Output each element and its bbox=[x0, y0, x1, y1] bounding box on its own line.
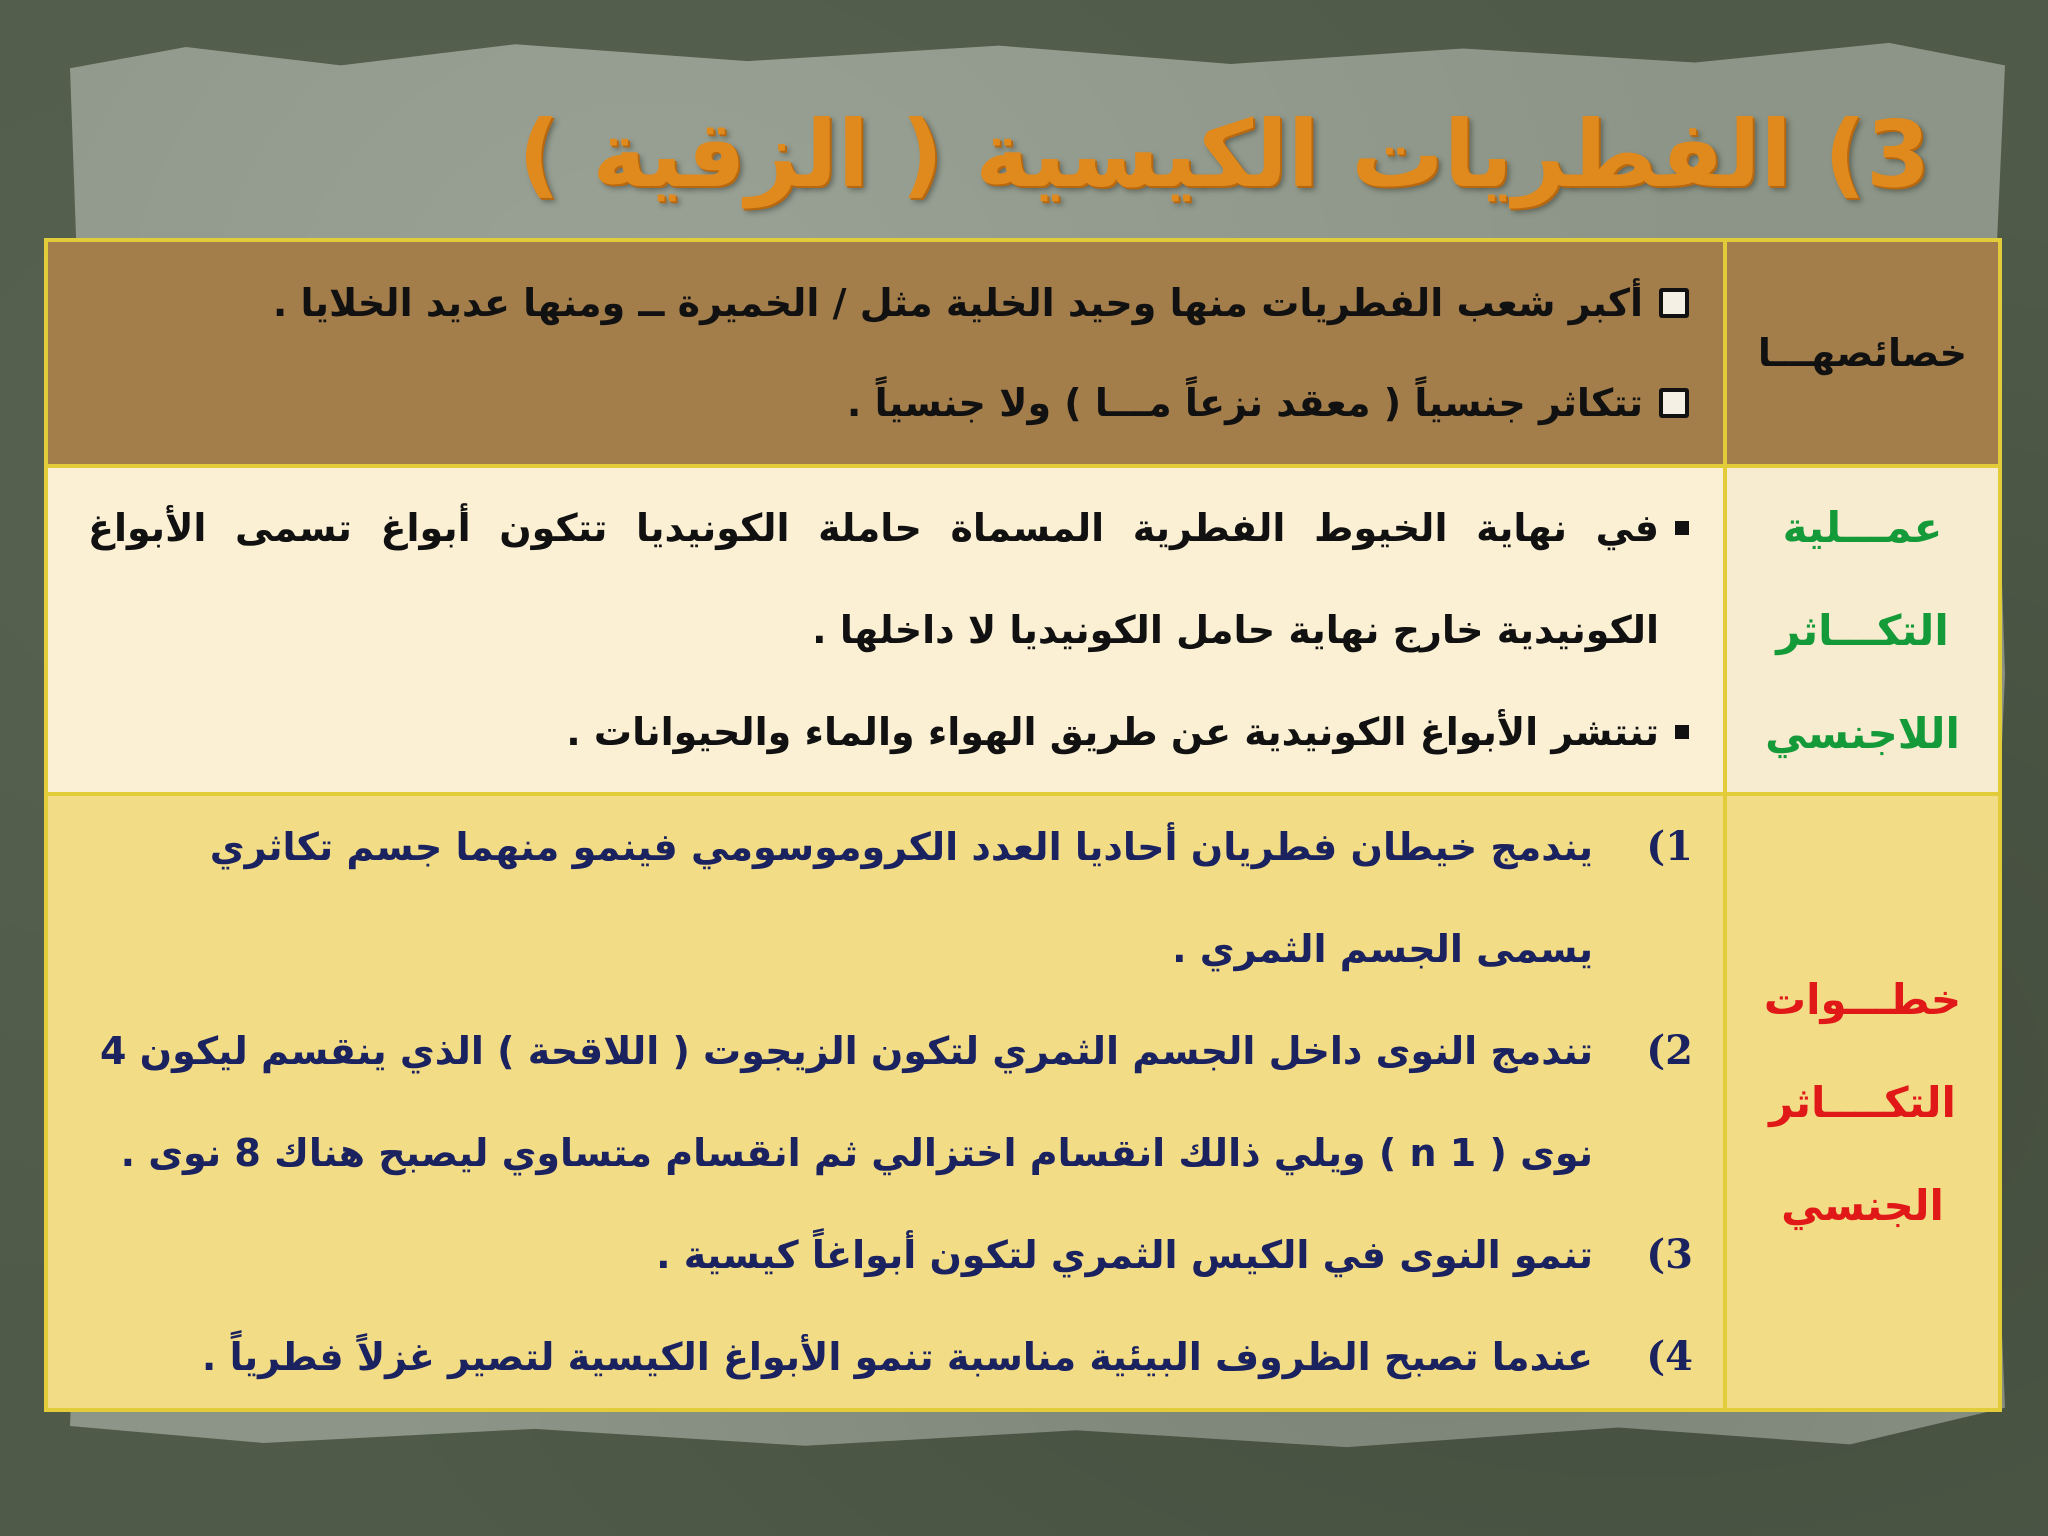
asexual-content bbox=[46, 466, 1725, 794]
row-label-line: التكــــاثر bbox=[1769, 1077, 1956, 1127]
table-row-characteristics bbox=[46, 240, 2000, 466]
row-label-line: خصائصهـــا bbox=[1757, 331, 1968, 375]
row-label-line: اللاجنسي bbox=[1765, 708, 1960, 758]
step-number: 2) bbox=[1646, 1027, 1693, 1074]
step-text: عندما تصبح الظروف البيئية مناسبة تنمو الأبواغ الكيسية لتصير غزلاً فطرياً . bbox=[201, 1335, 1593, 1379]
checkbox-bullet-icon bbox=[1659, 388, 1689, 418]
item-text: أكبر شعب الفطريات منها وحيد الخلية مثل / الخميرة ــ ومنها عديد الخلايا . bbox=[272, 281, 1643, 325]
step-number: 4) bbox=[1646, 1333, 1693, 1380]
list-item bbox=[88, 477, 1693, 681]
step-text: تندمج النوى داخل الجسم الثمري لتكون الزيجوت ( اللاقحة ) الذي ينقسم ليكون 4 نوى ( 1 n ) ويلي ذالك انقسام اختزالي ثم انقسام متساوي ليصبح هناك 8 نوى . bbox=[100, 1029, 1593, 1175]
step-number: 1) bbox=[1646, 823, 1693, 870]
checkbox-bullet-icon bbox=[1659, 288, 1689, 318]
row-label-line: خطـــوات bbox=[1763, 974, 1962, 1024]
square-bullet-icon bbox=[1675, 725, 1689, 739]
characteristics-content bbox=[46, 240, 1725, 466]
row-label-line: الجنسي bbox=[1781, 1180, 1944, 1230]
row-label-line: عمـــلية bbox=[1782, 502, 1943, 552]
sexual-steps-content bbox=[46, 794, 1725, 1410]
row-label-asexual bbox=[1725, 466, 2000, 794]
row-label-sexual bbox=[1725, 794, 2000, 1410]
table-row-asexual bbox=[46, 466, 2000, 794]
step-number: 3) bbox=[1646, 1231, 1693, 1278]
step-item bbox=[88, 1204, 1693, 1306]
slide-title: 3) الفطريات الكيسية ( الزقية ) bbox=[518, 101, 1930, 208]
square-bullet-icon bbox=[1675, 521, 1689, 535]
item-text: تنتشر الأبواغ الكونيدية عن طريق الهواء والماء والحيوانات . bbox=[566, 710, 1659, 754]
step-text: تنمو النوى في الكيس الثمري لتكون أبواغاً كيسية . bbox=[656, 1233, 1593, 1277]
step-item bbox=[88, 1306, 1693, 1408]
step-item bbox=[88, 796, 1693, 1000]
item-text: في نهاية الخيوط الفطرية المسماة حاملة الكونيديا تتكون أبواغ تسمى الأبواغ الكونيدية خارج نهاية حامل الكونيديا لا داخلها . bbox=[88, 506, 1659, 652]
step-item bbox=[88, 1000, 1693, 1204]
item-text: تتكاثر جنسياً ( معقد نزعاً مـــا ) ولا جنسياً . bbox=[846, 381, 1643, 425]
list-item bbox=[88, 253, 1693, 353]
list-item bbox=[88, 353, 1693, 453]
row-label-line: التكـــاثر bbox=[1776, 605, 1949, 655]
table-row-sexual bbox=[46, 794, 2000, 1410]
row-label-characteristics bbox=[1725, 240, 2000, 466]
list-item bbox=[88, 681, 1693, 783]
content-table bbox=[44, 238, 2002, 1412]
step-text: يندمج خيطان فطريان أحاديا العدد الكروموسومي فينمو منهما جسم تكاثري يسمى الجسم الثمري . bbox=[209, 825, 1593, 971]
